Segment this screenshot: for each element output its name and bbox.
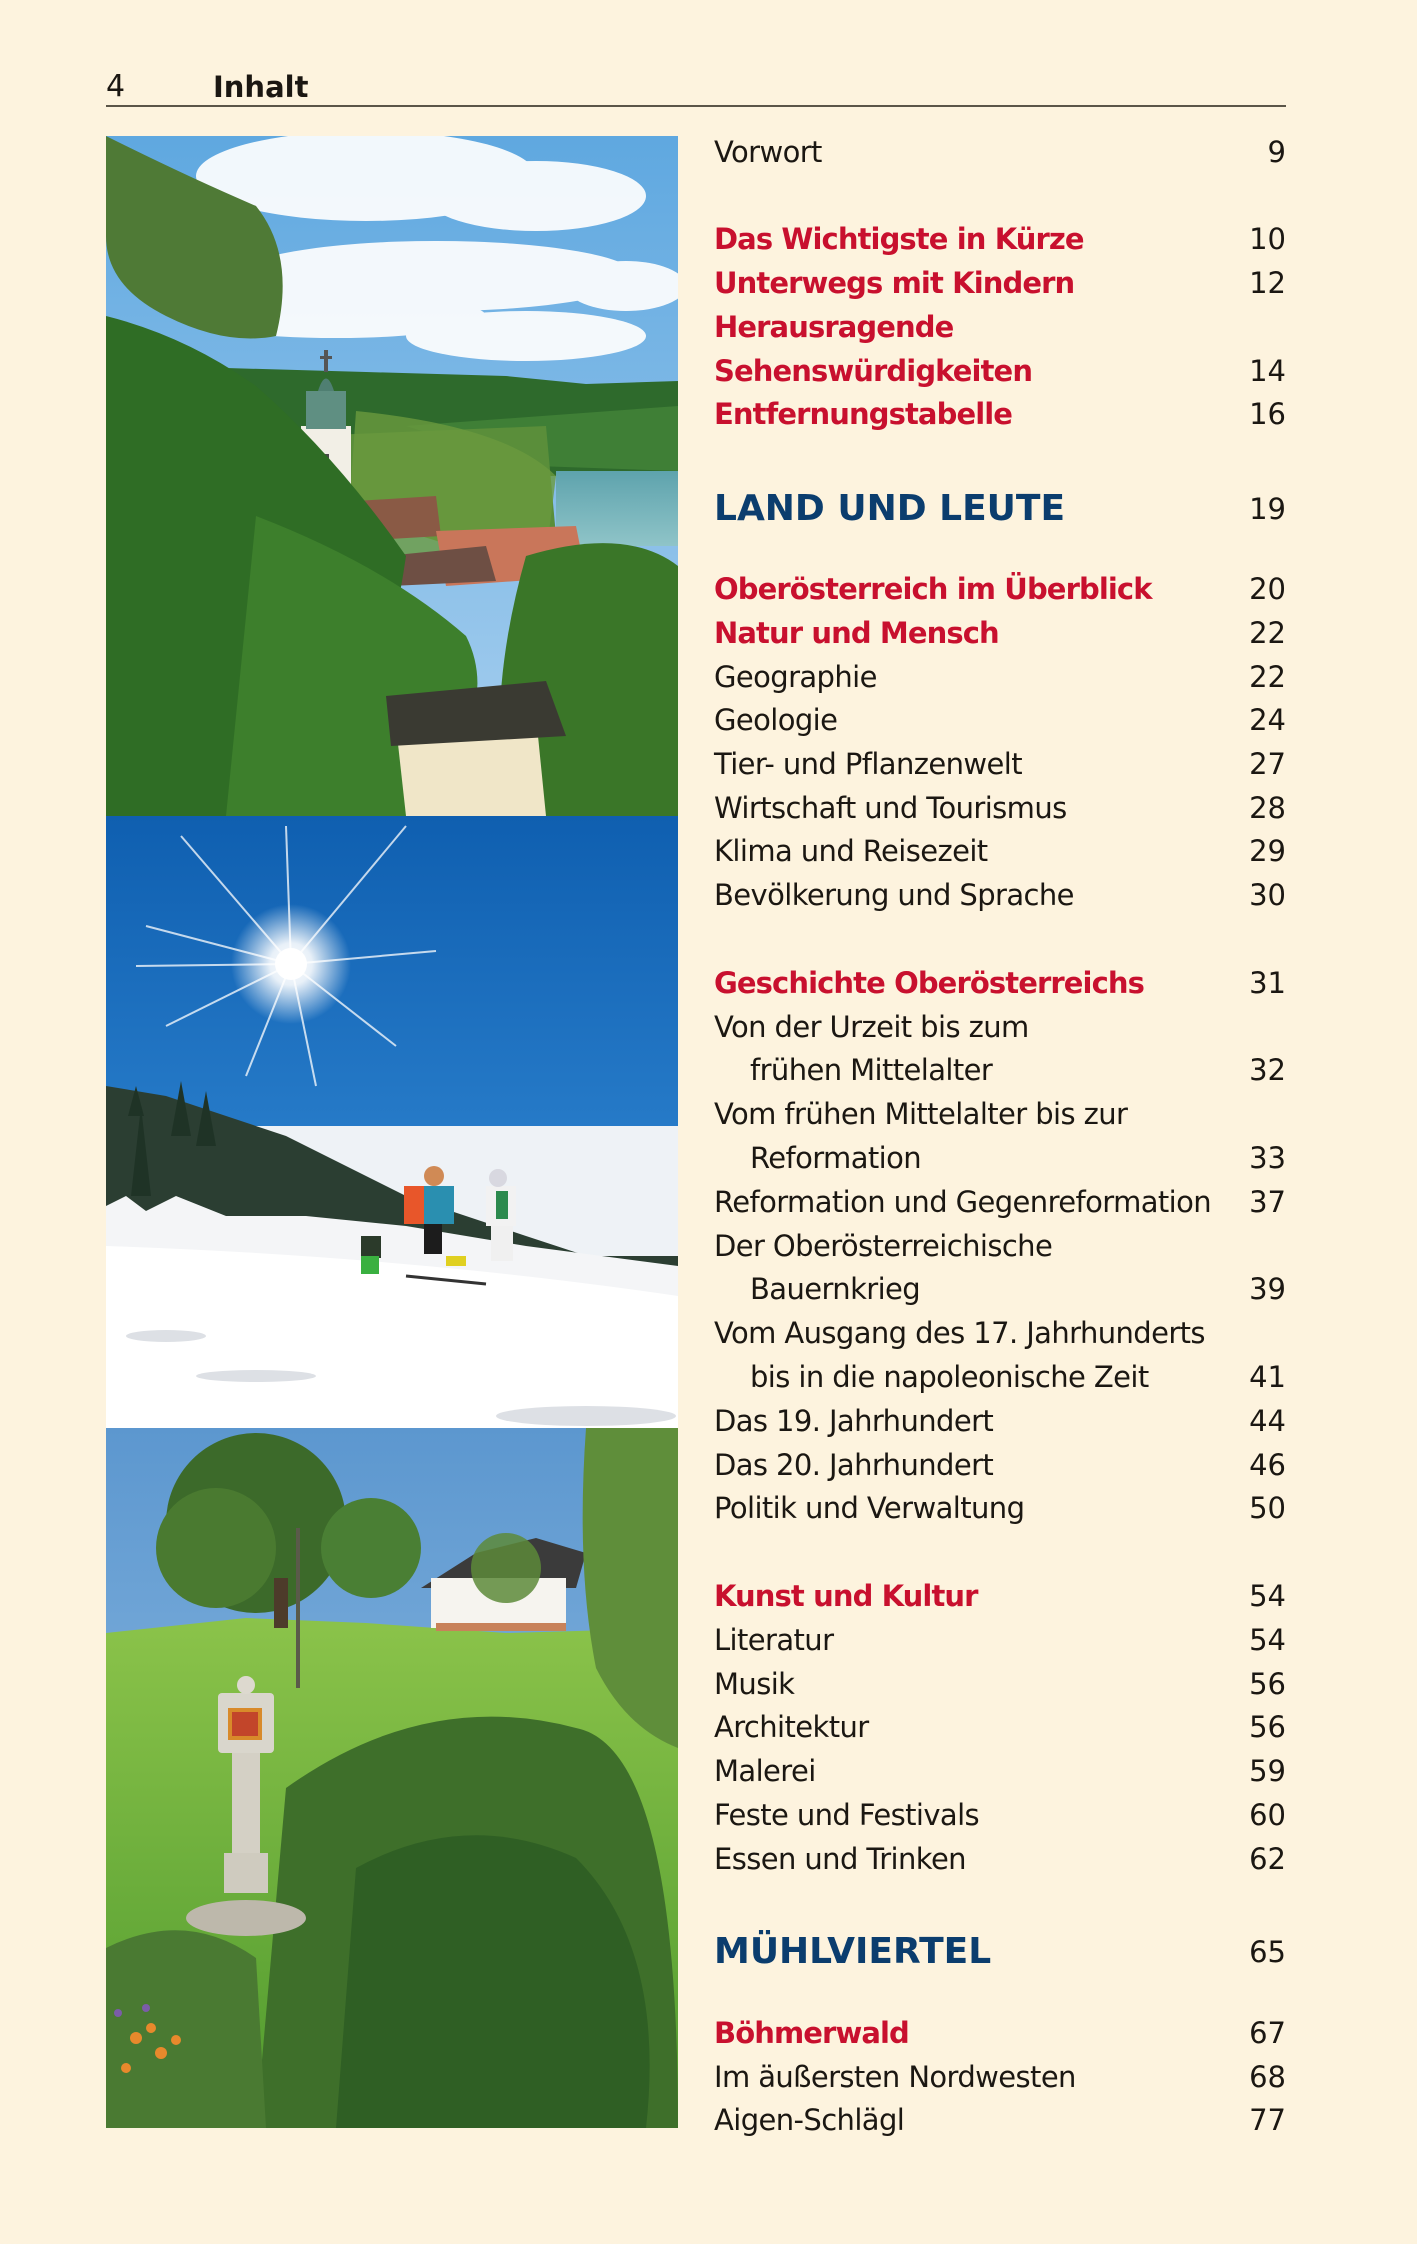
toc-part-muehlviertel[interactable] [714,1928,1286,1976]
toc-entry-bauernkrieg-line2[interactable] [714,1269,1286,1309]
toc-entry-title: Literatur [714,1623,834,1657]
toc-entry-mittelalter-line2[interactable] [714,1138,1286,1178]
toc-entry-title: Das 19. Jahrhundert [714,1404,994,1438]
toc-entry-page: 68 [1249,2060,1286,2094]
toc-entry-im-aeussersten-nordwesten[interactable] [714,2057,1286,2097]
toc-entry-title: Herausragende [714,310,954,344]
toc-entry-page: 44 [1249,1404,1286,1438]
running-header-title: Inhalt [213,70,309,104]
toc-entry-title: Architektur [714,1710,869,1744]
toc-entry-bauernkrieg-line1[interactable] [714,1226,1286,1266]
toc-entry-page: 12 [1249,266,1286,300]
toc-entry-title: Unterwegs mit Kindern [714,266,1075,300]
toc-chapter-sehenswuerdigkeiten[interactable] [714,351,1286,391]
toc-entry-page: 56 [1249,1667,1286,1701]
toc-entry-page: 39 [1249,1272,1286,1306]
toc-chapter-kunst-und-kultur[interactable] [714,1576,1286,1616]
table-of-contents [714,0,1286,2244]
toc-entry-urzeit-line2[interactable] [714,1050,1286,1090]
toc-entry-title: Böhmerwald [714,2016,909,2050]
toc-entry-title: Malerei [714,1754,816,1788]
toc-entry-title: Das 20. Jahrhundert [714,1448,994,1482]
toc-entry-title: Der Oberösterreichische [714,1229,1053,1263]
toc-entry-title: Geschichte Oberösterreichs [714,966,1144,1000]
toc-entry-wirtschaft-und-tourismus[interactable] [714,788,1286,828]
toc-chapter-das-wichtigste[interactable] [714,219,1286,259]
toc-entry-page: 60 [1249,1798,1286,1832]
toc-entry-title: Tier- und Pflanzenwelt [714,747,1022,781]
toc-chapter-entfernungstabelle[interactable] [714,394,1286,434]
danube-village-church-photo [106,136,678,816]
toc-entry-title: frühen Mittelalter [750,1053,993,1087]
toc-part-title: LAND UND LEUTE [714,488,1066,529]
toc-entry-title: Geologie [714,703,838,737]
toc-entry-page: 62 [1249,1842,1286,1876]
toc-entry-page: 32 [1249,1053,1286,1087]
toc-chapter-unterwegs-mit-kindern[interactable] [714,263,1286,303]
toc-entry-mittelalter-line1[interactable] [714,1094,1286,1134]
toc-entry-page: 20 [1249,572,1286,606]
toc-entry-title: Bevölkerung und Sprache [714,878,1074,912]
toc-entry-literatur[interactable] [714,1620,1286,1660]
toc-entry-bevoelkerung-und-sprache[interactable] [714,875,1286,915]
toc-entry-page: 16 [1249,397,1286,431]
toc-entry-page: 9 [1267,135,1286,169]
toc-entry-20-jahrhundert[interactable] [714,1445,1286,1485]
toc-entry-geographie[interactable] [714,657,1286,697]
toc-entry-title: Politik und Verwaltung [714,1491,1025,1525]
toc-entry-title: Von der Urzeit bis zum [714,1010,1029,1044]
toc-entry-page: 10 [1249,222,1286,256]
toc-entry-klima-und-reisezeit[interactable] [714,831,1286,871]
toc-entry-title: Aigen-Schlägl [714,2103,905,2137]
toc-entry-title: Bauernkrieg [750,1272,921,1306]
toc-entry-page: 59 [1249,1754,1286,1788]
toc-entry-urzeit-line1[interactable] [714,1007,1286,1047]
toc-entry-page: 37 [1249,1185,1286,1219]
toc-chapter-boehmerwald[interactable] [714,2013,1286,2053]
toc-entry-architektur[interactable] [714,1707,1286,1747]
toc-entry-19-jahrhundert[interactable] [714,1401,1286,1441]
toc-entry-title: Kunst und Kultur [714,1579,978,1613]
toc-entry-page: 56 [1249,1710,1286,1744]
toc-entry-title: Vorwort [714,135,822,169]
skiers-sunny-slope-photo [106,816,678,1428]
toc-entry-essen-und-trinken[interactable] [714,1839,1286,1879]
toc-part-title: MÜHLVIERTEL [714,1931,992,1972]
toc-entry-page: 33 [1249,1141,1286,1175]
toc-entry-page: 54 [1249,1623,1286,1657]
toc-entry-title: Vom Ausgang des 17. Jahrhunderts [714,1316,1205,1350]
toc-entry-title: Reformation und Gegenreformation [714,1185,1212,1219]
toc-chapter-natur-und-mensch[interactable] [714,613,1286,653]
toc-entry-page: 54 [1249,1579,1286,1613]
toc-entry-page: 28 [1249,791,1286,825]
toc-entry-title: Essen und Trinken [714,1842,966,1876]
toc-entry-page: 31 [1249,966,1286,1000]
toc-chapter-oberoesterreich-im-ueberblick[interactable] [714,569,1286,609]
page-number: 4 [106,69,126,104]
toc-part-land-und-leute[interactable] [714,485,1286,533]
toc-entry-title: Klima und Reisezeit [714,834,988,868]
toc-entry-title: Geographie [714,660,877,694]
toc-entry-musik[interactable] [714,1664,1286,1704]
toc-entry-malerei[interactable] [714,1751,1286,1791]
toc-entry-title: Oberösterreich im Überblick [714,572,1152,606]
toc-entry-title: Vom frühen Mittelalter bis zur [714,1097,1128,1131]
toc-entry-title: Natur und Mensch [714,616,999,650]
toc-entry-title: Sehenswürdigkeiten [714,354,1033,388]
toc-entry-title: bis in die napoleonische Zeit [750,1360,1149,1394]
toc-entry-vorwort[interactable] [714,132,1286,172]
toc-entry-title: Wirtschaft und Tourismus [714,791,1067,825]
toc-entry-page: 67 [1249,2016,1286,2050]
toc-entry-reformation-gegenreformation[interactable] [714,1182,1286,1222]
toc-entry-page: 27 [1249,747,1286,781]
toc-entry-title: Im äußersten Nordwesten [714,2060,1076,2094]
toc-entry-page: 14 [1249,354,1286,388]
toc-entry-tier-und-pflanzenwelt[interactable] [714,744,1286,784]
toc-entry-title: Musik [714,1667,795,1701]
toc-entry-page: 24 [1249,703,1286,737]
toc-entry-page: 19 [1249,492,1286,526]
toc-entry-title: Reformation [750,1141,922,1175]
toc-entry-page: 41 [1249,1360,1286,1394]
toc-entry-page: 50 [1249,1491,1286,1525]
toc-chapter-herausragende[interactable] [714,307,1286,347]
toc-entry-title: Das Wichtigste in Kürze [714,222,1084,256]
toc-entry-aigen-schlaegl[interactable] [714,2100,1286,2140]
toc-chapter-geschichte-oberoesterreichs[interactable] [714,963,1286,1003]
toc-entry-feste-und-festivals[interactable] [714,1795,1286,1835]
toc-entry-page: 22 [1249,616,1286,650]
toc-entry-page: 29 [1249,834,1286,868]
toc-entry-politik-und-verwaltung[interactable] [714,1488,1286,1528]
toc-entry-page: 77 [1249,2103,1286,2137]
toc-entry-page: 30 [1249,878,1286,912]
toc-entry-page: 22 [1249,660,1286,694]
toc-entry-17-jahrhundert-line1[interactable] [714,1313,1286,1353]
toc-entry-page: 65 [1249,1935,1286,1969]
toc-entry-geologie[interactable] [714,700,1286,740]
toc-entry-page: 46 [1249,1448,1286,1482]
toc-entry-title: Feste und Festivals [714,1798,980,1832]
toc-entry-17-jahrhundert-line2[interactable] [714,1357,1286,1397]
wayside-shrine-farmhouse-photo [106,1428,678,2128]
toc-entry-title: Entfernungstabelle [714,397,1013,431]
